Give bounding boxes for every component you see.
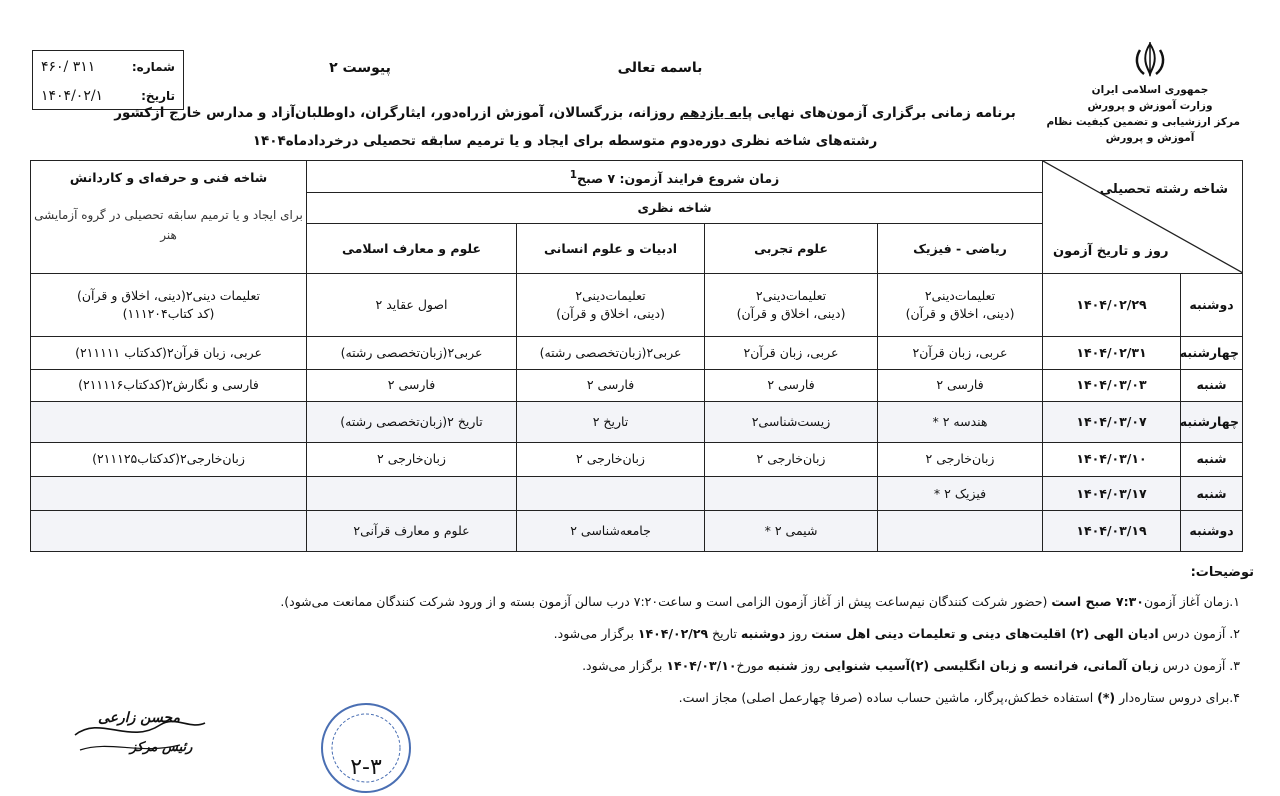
reference-box [32,50,184,110]
subject-islamic: تاریخ ۲(زبان‌تخصصی رشته) [307,402,517,443]
subject-math-physics: هندسه ۲ * [878,402,1043,443]
exam-day: دوشنبه [1181,274,1243,337]
notes-title: توضیحات: [1190,565,1254,580]
field-experimental-sciences: علوم تجربی [705,223,878,274]
exam-date: ۱۴۰۴/۰۳/۰۷ [1043,402,1181,443]
subject-islamic: علوم و معارف قرآنی۲ [307,511,517,552]
subject-technical [31,511,307,552]
theory-branch-header: شاخه نظری [307,193,1043,223]
exam-day: شنبه [1181,477,1243,511]
exam-day: چهارشنبه [1181,337,1243,369]
note-2: ۲. آزمون درس ادیان الهی (۲) اقلیت‌های دینی و تعلیمات دینی اهل سنت روز دوشنبه تاریخ ۱۴۰۴/۰۲/۲۹ برگزار می‌شود. [553,626,1240,641]
exam-schedule-table [30,160,1243,552]
start-time-header: زمان شروع فرایند آزمون: ۷ صبح$^1$ [307,161,1043,193]
subject-humanities [517,477,705,511]
signatory-title: رئیس مرکز [130,740,193,755]
exam-date: ۱۴۰۴/۰۲/۲۹ [1043,274,1181,337]
exam-date: ۱۴۰۴/۰۳/۱۰ [1043,442,1181,476]
subject-experimental: تعلیمات‌دینی۲ (دینی، اخلاق و قرآن) [705,274,878,337]
subject-islamic: فارسی ۲ [307,369,517,401]
subject-islamic: عربی۲(زبان‌تخصصی رشته) [307,337,517,369]
subject-islamic [307,477,517,511]
subject-technical: عربی، زبان قرآن۲(کدکتاب ۲۱۱۱۱۱) [31,337,307,369]
technical-branch-header: شاخه فنی و حرفه‌ای و کاردانش برای ایجاد و یا ترمیم سابقه تحصیلی در گروه آزمایشی هنر [31,161,307,274]
signatory-name: محسن زارعی [98,710,180,726]
subject-math-physics: زبان‌خارجی ۲ [878,442,1043,476]
subject-technical [31,402,307,443]
technical-branch-note: برای ایجاد و یا ترمیم سابقه تحصیلی در گروه آزمایشی هنر [34,208,303,242]
subject-experimental: عربی، زبان قرآن۲ [705,337,878,369]
org-line-4: آموزش و پرورش [1105,132,1195,144]
subject-experimental [705,477,878,511]
field-islamic-studies: علوم و معارف اسلامی [307,223,517,274]
document-title-line-2: رشته‌های شاخه نظری دوره‌دوم متوسطه برای ایجاد و یا ترمیم سابقه تحصیلی درخرداد‌ماه۱۴۰۴ [252,133,878,149]
exam-date: ۱۴۰۴/۰۲/۳۱ [1043,337,1181,369]
exam-date: ۱۴۰۴/۰۳/۰۳ [1043,369,1181,401]
date-label: تاریخ: [141,89,175,103]
number-value: ۴۶۰/ ۳۱۱ [41,59,96,75]
date-value: ۱۴۰۴/۰۲/۱ [41,88,104,104]
bismillah-heading: باسمه تعالی [617,60,703,76]
subject-math-physics: عربی، زبان قرآن۲ [878,337,1043,369]
subject-math-physics: تعلیمات‌دینی۲ (دینی، اخلاق و قرآن) [878,274,1043,337]
field-math-physics: ریاضی - فیزیک [878,223,1043,274]
field-humanities: ادبیات و علوم انسانی [517,223,705,274]
document-title-line-1: برنامه زمانی برگزاری آزمون‌های نهایی پایه یازدهم روزانه، بزرگسالان، آموزش ازراه‌دور، ایثارگران، داوطلبان‌آزاد و مدارس خارج ازکشور [114,105,1016,121]
exam-date: ۱۴۰۴/۰۳/۱۷ [1043,477,1181,511]
note-3: ۳. آزمون درس زبان آلمانی، فرانسه و زبان انگلیسی (۲)آسیب شنوایی روز شنبه مورخ۱۴۰۴/۰۳/۱۰ برگزار می‌شود. [582,658,1240,673]
exam-day-date-header: روز و تاریخ آزمون [1053,244,1169,260]
note-1: ۱.زمان آغاز آزمون۷:۳۰ صبح است (حضور شرکت کنندگان نیم‌ساعت پیش از آغاز آزمون الزامی است و ساعت۷:۲۰ درب سالن آزمون بسته و از ورود شرکت کنندگان ممانعت می‌شود). [280,594,1240,609]
schedule-row [31,442,1243,476]
subject-humanities: زبان‌خارجی ۲ [517,442,705,476]
subject-islamic: اصول عقاید ۲ [307,274,517,337]
header-corner-cell [1043,161,1243,274]
schedule-row [31,274,1243,337]
subject-technical: تعلیمات دینی۲(دینی، اخلاق و قرآن) (کد کتاب۱۱۱۲۰۴) [31,274,307,337]
schedule-row [31,369,1243,401]
iran-emblem-icon [1130,40,1170,80]
subject-humanities: تاریخ ۲ [517,402,705,443]
subject-technical: فارسی و نگارش۲(کدکتاب۲۱۱۱۱۶) [31,369,307,401]
subject-math-physics: فارسی ۲ [878,369,1043,401]
subject-math-physics: فیزیک ۲ * [878,477,1043,511]
subject-humanities: تعلیمات‌دینی۲ (دینی، اخلاق و قرآن) [517,274,705,337]
subject-experimental: فارسی ۲ [705,369,878,401]
footnote-marker: 1 [569,168,577,181]
organization-block [1046,40,1240,146]
field-branch-header: شاخه رشته تحصیلی [1099,182,1229,197]
org-line-2: وزارت آموزش و پرورش [1087,100,1213,112]
schedule-row [31,402,1243,443]
stamp-number: ۲-۳ [350,755,382,780]
grade-emphasis: پایه یازدهم [679,105,753,121]
number-label: شماره: [131,60,175,74]
subject-experimental: شیمی ۲ * [705,511,878,552]
schedule-row [31,511,1243,552]
appendix-label: پیوست ۲ [329,60,391,76]
exam-day: دوشنبه [1181,511,1243,552]
subject-experimental: زبان‌خارجی ۲ [705,442,878,476]
schedule-row [31,477,1243,511]
subject-islamic: زبان‌خارجی ۲ [307,442,517,476]
exam-day: شنبه [1181,369,1243,401]
subject-humanities: جامعه‌شناسی ۲ [517,511,705,552]
subject-humanities: فارسی ۲ [517,369,705,401]
org-line-1: جمهوری اسلامی ایران [1091,84,1209,96]
subject-humanities: عربی۲(زبان‌تخصصی رشته) [517,337,705,369]
office-stamp-icon [318,700,414,796]
exam-date: ۱۴۰۴/۰۳/۱۹ [1043,511,1181,552]
subject-math-physics [878,511,1043,552]
subject-technical: زبان‌خارجی۲(کدکتاب۲۱۱۱۲۵) [31,442,307,476]
exam-day: چهارشنبه [1181,402,1243,443]
exam-day: شنبه [1181,442,1243,476]
subject-experimental: زیست‌شناسی۲ [705,402,878,443]
schedule-row [31,337,1243,369]
org-line-3: مرکز ارزشیابی و تضمین کیفیت نظام [1046,116,1240,128]
note-4: ۴.برای دروس ستاره‌دار (*) استفاده خط‌کش،پرگار، ماشین حساب ساده (صرفا چهارعمل اصلی) مجاز است. [678,690,1240,705]
subject-technical [31,477,307,511]
